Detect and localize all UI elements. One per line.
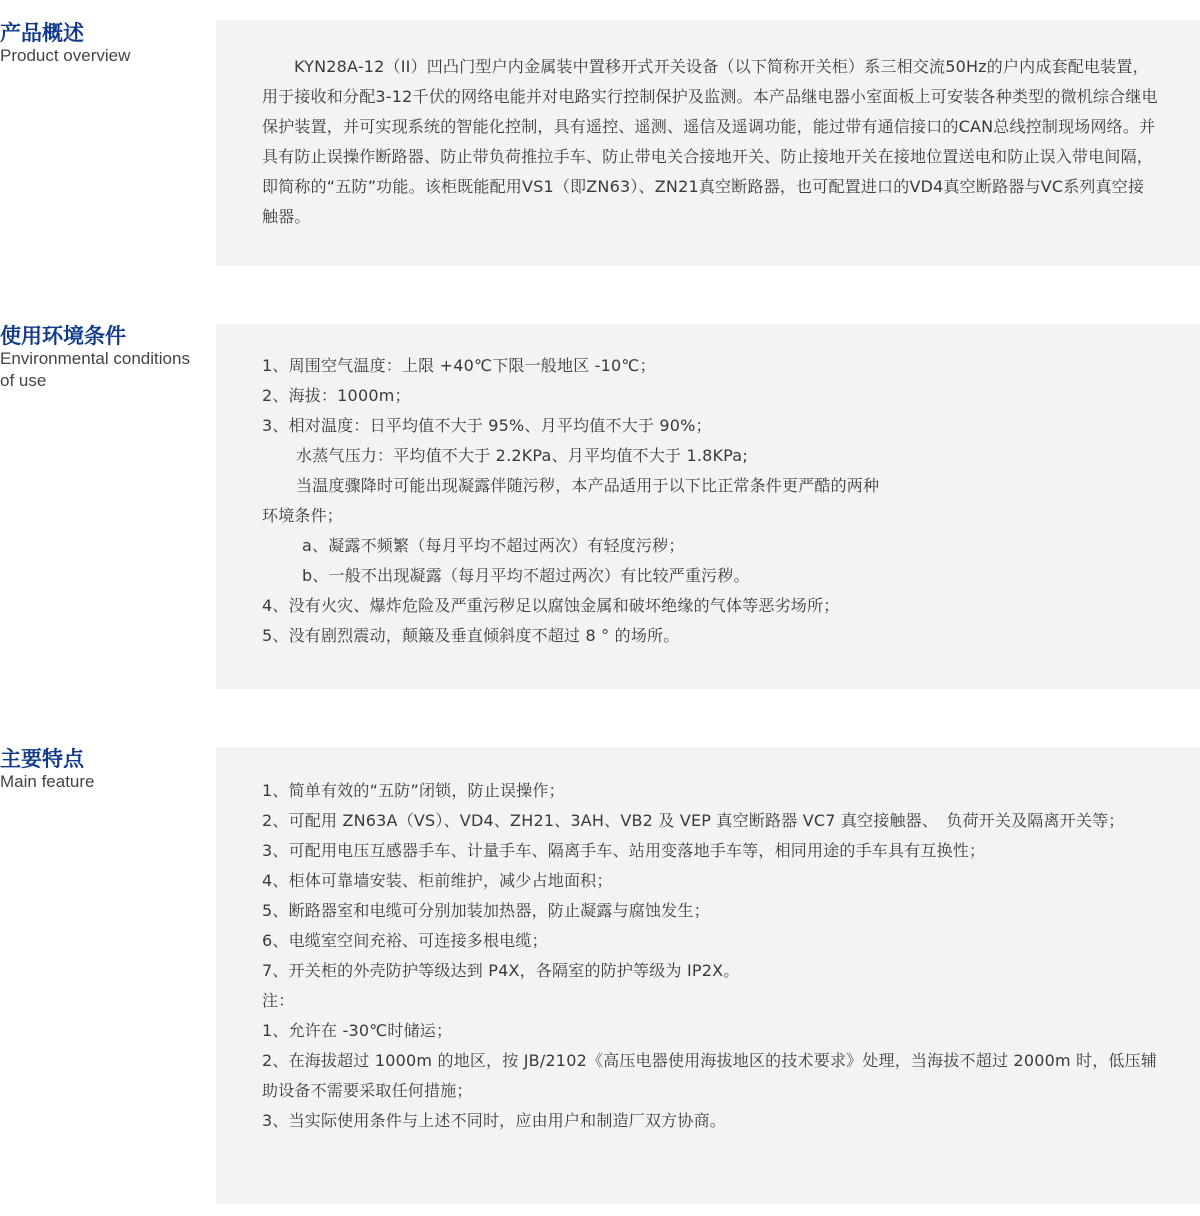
feature-line: 6、电缆室空间充裕、可连接多根电缆； (262, 931, 548, 950)
feature-line: 2、可配用 ZN63A（VS）、VD4、ZH21、3AH、VB2 及 VEP 真空断路器 VC7 真空接触器、 负荷开关及隔离开关等； (262, 811, 1125, 830)
environment-title-cn: 使用环境条件 (0, 324, 126, 348)
environment-line: 3、相对温度：日平均值不大于 95%、月平均值不大于 90%； (262, 416, 712, 435)
environment-line: 5、没有剧烈震动，颠簸及垂直倾斜度不超过 8 ° 的场所。 (262, 626, 680, 645)
environment-line: 2、海拔：1000m； (262, 386, 411, 405)
feature-line: 4、柜体可靠墙安装、柜前维护，减少占地面积； (262, 871, 613, 890)
feature-note-line: 3、当实际使用条件与上述不同时，应由用户和制造厂双方协商。 (262, 1111, 726, 1130)
main-feature-panel (216, 747, 1200, 1204)
environment-line: a、凝露不频繁（每月平均不超过两次）有轻度污秽； (302, 536, 685, 555)
environment-line: 当温度骤降时可能出现凝露伴随污秽，本产品适用于以下比正常条件更严酷的两种 (296, 476, 880, 495)
environment-title-en: Environmental conditions of use (0, 349, 190, 390)
feature-line: 3、可配用电压互感器手车、计量手车、隔离手车、站用变落地手车等，相同用途的手车具有互换性； (262, 841, 986, 860)
feature-line: 1、简单有效的“五防”闭锁，防止误操作； (262, 781, 565, 800)
environment-line: 1、周围空气温度：上限 +40℃下限一般地区 -10℃； (262, 356, 656, 375)
main-feature-title-en: Main feature (0, 772, 95, 791)
feature-line: 7、开关柜的外壳防护等级达到 P4X，各隔室的防护等级为 IP2X。 (262, 961, 740, 980)
product-overview-heading (0, 21, 210, 67)
environment-line: 水蒸气压力：平均值不大于 2.2KPa、月平均值不大于 1.8KPa; (296, 446, 748, 465)
environment-line: b、一般不出现凝露（每月平均不超过两次）有比较严重污秽。 (302, 566, 750, 585)
product-overview-text: KYN28A-12（II）凹凸门型户内金属装中置移开式开关设备（以下简称开关柜）系三相交流50Hz的户内成套配电装置，用于接收和分配3-12千伏的网络电能并对电路实行控制保护及监测。本产品继电器小室面板上可安装各种类型的微机综合继电保护装置，并可实现系统的智能化控制，具有遥控、遥测、遥信及遥调功能，能过带有通信接口的CAN总线控制现场网络。并具有防止误操作断路器、防止带负荷推拉手车、防止带电关合接地开关、防止接地开关在接地位置送电和防止误入带电间隔，即简称的“五防”功能。该柜既能配用VS1（即ZN63）、ZN21真空断路器，也可配置进口的VD4真空断路器与VC系列真空接触器。 (262, 57, 1158, 226)
main-feature-heading (0, 747, 210, 793)
environment-line: 环境条件； (262, 506, 344, 525)
product-overview-title-cn: 产品概述 (0, 21, 84, 45)
feature-note-line: 2、在海拔超过 1000m 的地区，按 JB/2102《高压电器使用海拔地区的技术要求》处理，当海拔不超过 2000m 时，低压辅助设备不需要采取任何措施； (262, 1051, 1158, 1100)
environment-panel (216, 324, 1200, 689)
product-overview-title-en: Product overview (0, 46, 131, 65)
product-overview-panel (216, 20, 1200, 266)
feature-line: 5、断路器室和电缆可分别加装加热器，防止凝露与腐蚀发生； (262, 901, 710, 920)
environment-heading (0, 324, 210, 392)
feature-note-label: 注： (262, 991, 295, 1010)
main-feature-title-cn: 主要特点 (0, 747, 84, 771)
environment-line: 4、没有火灾、爆炸危险及严重污秽足以腐蚀金属和破坏绝缘的气体等恶劣场所； (262, 596, 840, 615)
feature-note-line: 1、允许在 -30℃时储运； (262, 1021, 453, 1040)
